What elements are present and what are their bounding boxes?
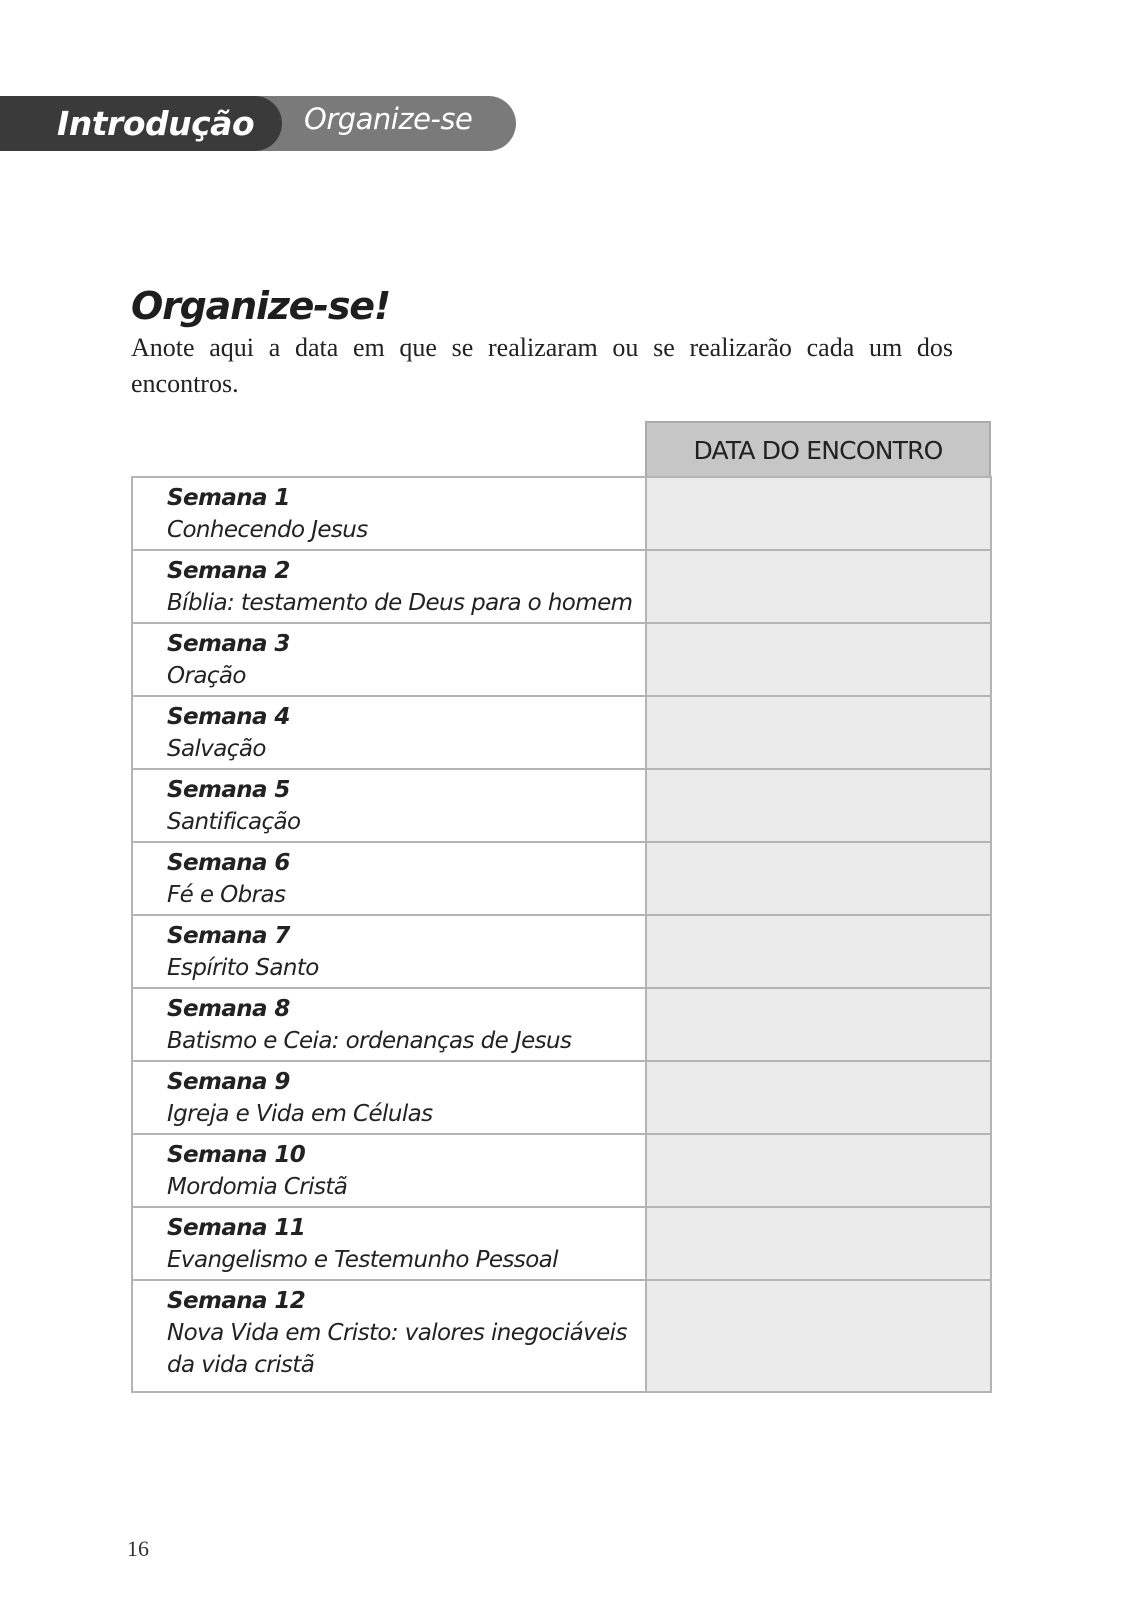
week-title: Semana 10	[167, 1142, 306, 1168]
week-cell	[132, 769, 646, 842]
week-cell	[132, 1061, 646, 1134]
week-title: Semana 5	[167, 777, 290, 803]
week-topic: Santificação	[167, 809, 301, 835]
week-title: Semana 1	[167, 485, 290, 511]
date-column-header: DATA DO ENCONTRO	[645, 421, 991, 477]
week-title: Semana 8	[167, 996, 290, 1022]
table-row	[132, 1061, 991, 1134]
week-cell	[132, 988, 646, 1061]
week-cell	[132, 696, 646, 769]
table-row	[132, 842, 991, 915]
week-title: Semana 9	[167, 1069, 290, 1095]
table-row	[132, 623, 991, 696]
page-number: 16	[127, 1536, 149, 1561]
week-topic: Fé e Obras	[167, 882, 286, 908]
week-cell	[132, 1134, 646, 1207]
week-topic: Nova Vida em Cristo: valores inegociáveis da vida cristã	[167, 1320, 627, 1378]
week-cell	[132, 623, 646, 696]
page-title: Organize-se!	[131, 284, 390, 328]
tab-introducao-label: Introdução	[57, 104, 255, 143]
date-entry-cell[interactable]	[646, 477, 991, 550]
week-topic: Espírito Santo	[167, 955, 319, 981]
week-topic: Batismo e Ceia: ordenanças de Jesus	[167, 1028, 572, 1054]
week-cell	[132, 1207, 646, 1280]
section-tab-bar	[0, 96, 520, 151]
week-title: Semana 7	[167, 923, 290, 949]
week-topic: Evangelismo e Testemunho Pessoal	[167, 1247, 558, 1273]
week-cell	[132, 477, 646, 550]
table-row	[132, 769, 991, 842]
date-entry-cell[interactable]	[646, 550, 991, 623]
table-row	[132, 915, 991, 988]
date-entry-cell[interactable]	[646, 1134, 991, 1207]
table-row	[132, 1207, 991, 1280]
date-entry-cell[interactable]	[646, 696, 991, 769]
week-title: Semana 11	[167, 1215, 306, 1241]
intro-paragraph: Anote aqui a data em que se realizaram ou se realizarão cada um dos encontros.	[131, 333, 953, 398]
week-topic: Mordomia Cristã	[167, 1174, 348, 1200]
table-row	[132, 988, 991, 1061]
date-entry-cell[interactable]	[646, 988, 991, 1061]
date-entry-cell[interactable]	[646, 842, 991, 915]
table-row	[132, 550, 991, 623]
week-title: Semana 2	[167, 558, 290, 584]
date-entry-cell[interactable]	[646, 915, 991, 988]
week-title: Semana 12	[167, 1288, 306, 1314]
week-topic: Bíblia: testamento de Deus para o homem	[167, 590, 633, 616]
date-entry-cell[interactable]	[646, 1280, 991, 1392]
date-entry-cell[interactable]	[646, 1061, 991, 1134]
schedule-table-body	[132, 477, 991, 1392]
date-entry-cell[interactable]	[646, 1207, 991, 1280]
table-row	[132, 1134, 991, 1207]
table-row	[132, 1280, 991, 1392]
week-topic: Oração	[167, 663, 246, 689]
week-cell	[132, 1280, 646, 1392]
table-row	[132, 477, 991, 550]
date-entry-cell[interactable]	[646, 769, 991, 842]
week-cell	[132, 842, 646, 915]
week-topic: Igreja e Vida em Células	[167, 1101, 433, 1127]
meeting-schedule-table	[131, 476, 992, 1393]
tab-organize-se-label: Organize-se	[304, 102, 473, 136]
week-cell	[132, 550, 646, 623]
date-entry-cell[interactable]	[646, 623, 991, 696]
week-title: Semana 6	[167, 850, 290, 876]
week-cell	[132, 915, 646, 988]
week-title: Semana 4	[167, 704, 290, 730]
table-row	[132, 696, 991, 769]
week-topic: Conhecendo Jesus	[167, 517, 368, 543]
week-title: Semana 3	[167, 631, 290, 657]
week-topic: Salvação	[167, 736, 266, 762]
